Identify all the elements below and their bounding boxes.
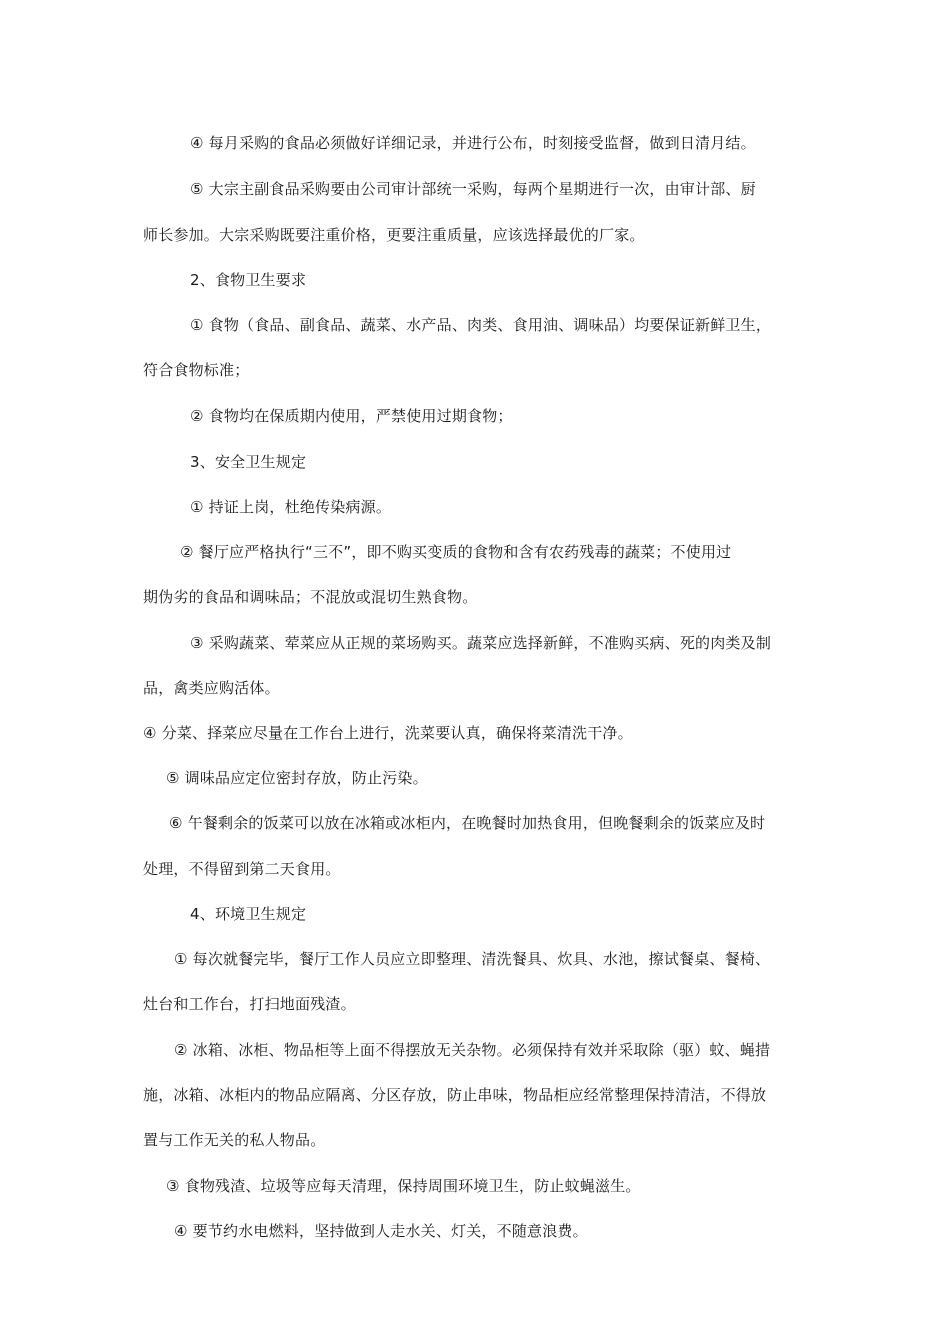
paragraph-line: 品，禽类应购活体。 (143, 679, 280, 697)
section-heading: 3、安全卫生规定 (190, 453, 307, 471)
paragraph-line: 置与工作无关的私人物品。 (143, 1131, 326, 1149)
paragraph-line: ② 食物均在保质期内使用，严禁使用过期食物； (190, 407, 513, 425)
paragraph-line: 处理，不得留到第二天食用。 (143, 860, 341, 878)
paragraph-line: ④ 要节约水电燃料，坚持做到人走水关、灯关，不随意浪费。 (174, 1222, 588, 1240)
paragraph-line: 灶台和工作台，打扫地面残渣。 (143, 995, 356, 1013)
paragraph-line: 符合食物标准； (143, 361, 250, 379)
paragraph-line: ⑤ 调味品应定位密封存放，防止污染。 (166, 769, 428, 787)
paragraph-line: ⑥ 午餐剩余的饭菜可以放在冰箱或冰柜内，在晚餐时加热食用，但晚餐剩余的饭菜应及时 (169, 814, 766, 832)
paragraph-line: ② 冰箱、冰柜、物品柜等上面不得摆放无关杂物。必须保持有效并采取除（驱）蚊、蝇措 (174, 1041, 771, 1059)
paragraph-line: ⑤ 大宗主副食品采购要由公司审计部统一采购，每两个星期进行一次，由审计部、厨 (190, 180, 756, 198)
paragraph-line: ③ 采购蔬菜、荤菜应从正规的菜场购买。蔬菜应选择新鲜，不准购买病、死的肉类及制 (190, 634, 772, 652)
section-heading: 2、食物卫生要求 (190, 271, 307, 289)
paragraph-line: ④ 每月采购的食品必须做好详细记录，并进行公布，时刻接受监督，做到日清月结。 (190, 134, 756, 152)
paragraph-line: ④ 分菜、择菜应尽量在工作台上进行，洗菜要认真，确保将菜清洗干净。 (143, 724, 633, 742)
paragraph-line: ① 持证上岗，杜绝传染病源。 (190, 498, 392, 516)
paragraph-line: ② 餐厅应严格执行“三不”，即不购买变质的食物和含有农药残毒的蔬菜；不使用过 (180, 543, 732, 561)
paragraph-line: ① 每次就餐完毕，餐厅工作人员应立即整理、清洗餐具、炊具、水池，擦试餐桌、餐椅、 (174, 950, 771, 968)
paragraph-line: ① 食物（食品、副食品、蔬菜、水产品、肉类、食用油、调味品）均要保证新鲜卫生， (190, 316, 772, 334)
paragraph-line: ③ 食物残渣、垃圾等应每天清理，保持周围环境卫生，防止蚊蝇滋生。 (166, 1177, 641, 1195)
section-heading: 4、环境卫生规定 (190, 905, 307, 923)
paragraph-line: 施，冰箱、冰柜内的物品应隔离、分区存放，防止串味，物品柜应经常整理保持清洁，不得放 (143, 1086, 767, 1104)
paragraph-line: 期伪劣的食品和调味品；不混放或混切生熟食物。 (143, 588, 478, 606)
paragraph-line: 师长参加。大宗采购既要注重价格，更要注重质量，应该选择最优的厂家。 (143, 226, 645, 244)
